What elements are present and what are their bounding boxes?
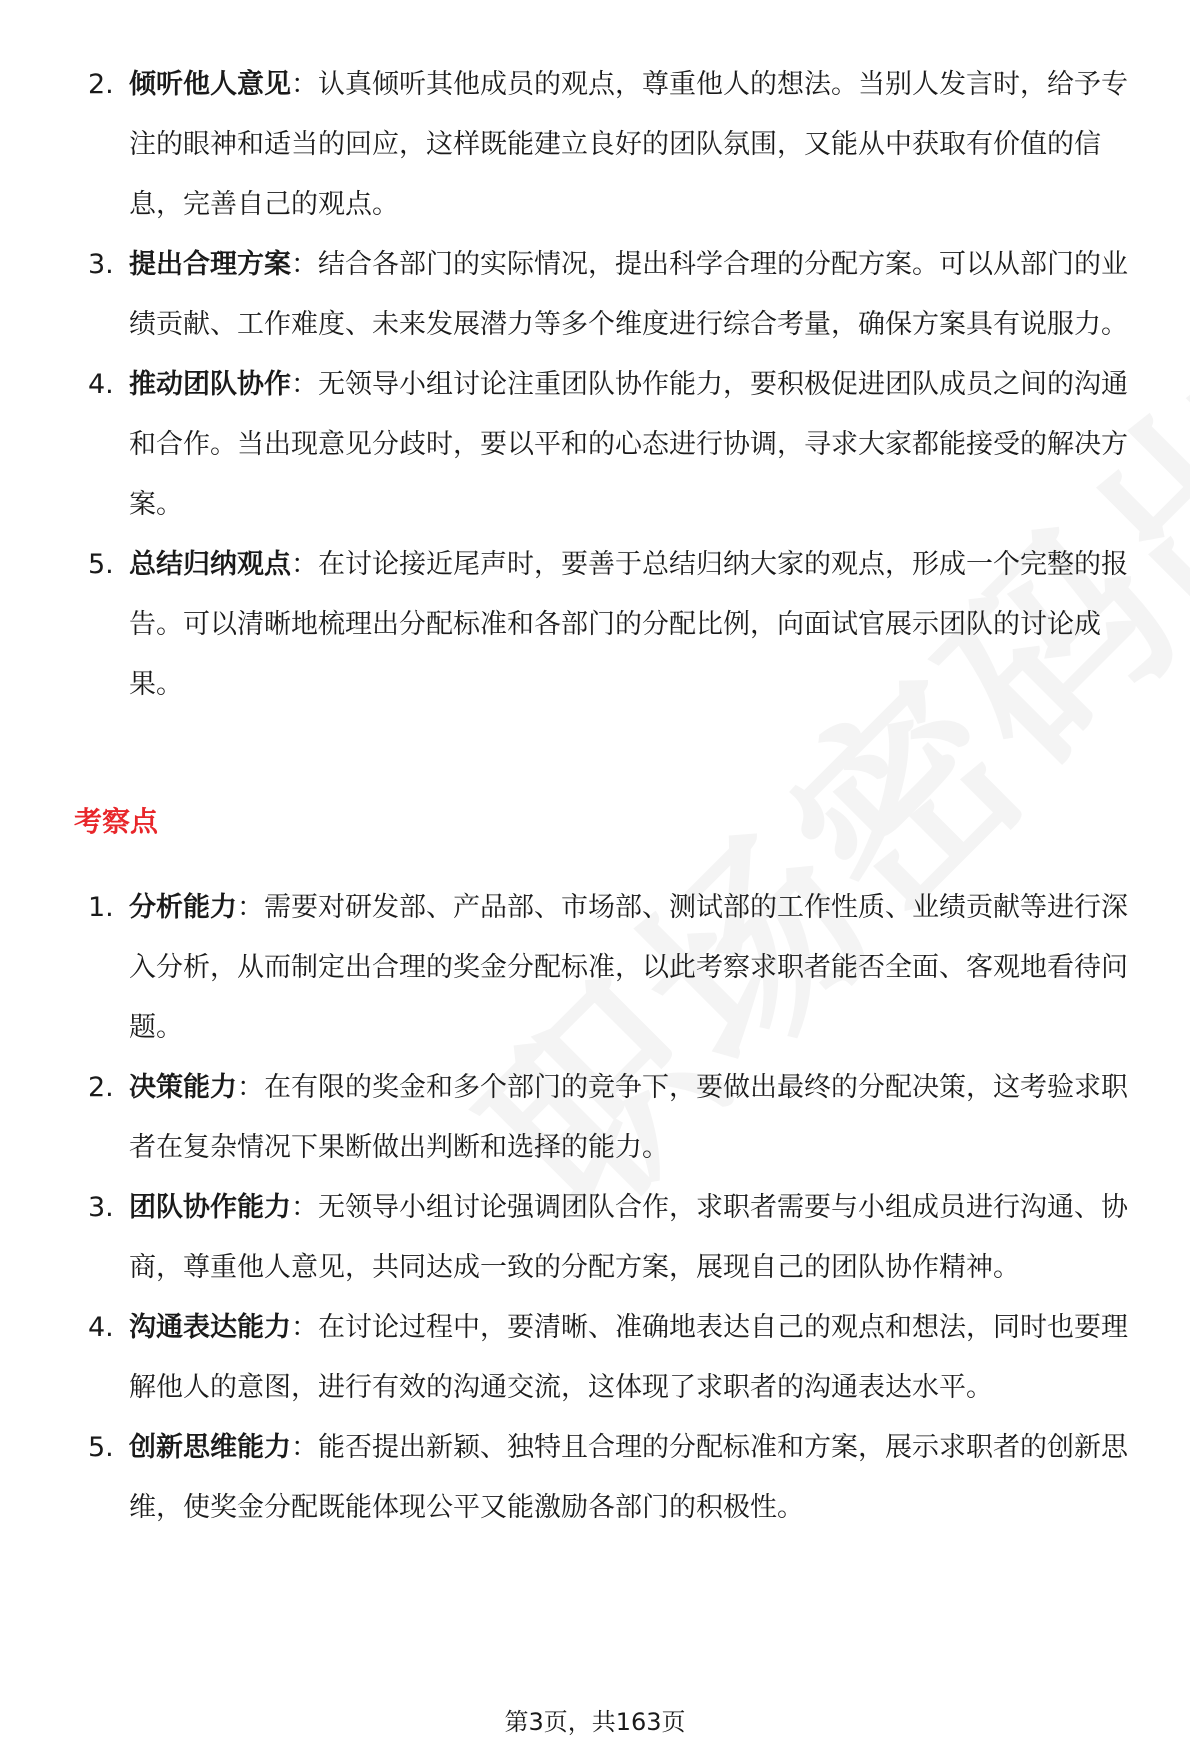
list-item — [0, 235, 1190, 355]
item-text: 结合各部门的实际情况，提出科学合理的分配方案。可以从部门的业绩贡献、工作难度、未来发展潜力等多个维度进行综合考量，确保方案具有说服力。 — [129, 249, 1128, 340]
item-separator: ： — [291, 369, 318, 400]
item-term: 提出合理方案 — [129, 249, 291, 280]
item-number: 5. — [88, 549, 114, 580]
item-separator: ： — [291, 1312, 318, 1343]
item-term: 团队协作能力 — [129, 1192, 291, 1223]
item-term: 倾听他人意见 — [129, 69, 291, 100]
item-text: 在有限的奖金和多个部门的竞争下，要做出最终的分配决策，这考验求职者在复杂情况下果断做出判断和选择的能力。 — [129, 1072, 1128, 1163]
item-text: 在讨论接近尾声时，要善于总结归纳大家的观点，形成一个完整的报告。可以清晰地梳理出分配标准和各部门的分配比例，向面试官展示团队的讨论成果。 — [129, 549, 1128, 700]
list-item — [0, 1418, 1190, 1538]
item-term: 推动团队协作 — [129, 369, 291, 400]
list-item — [0, 535, 1190, 715]
item-number: 4. — [88, 369, 114, 400]
list-item — [0, 55, 1190, 235]
section-heading: 考察点 — [74, 805, 159, 838]
item-separator: ： — [291, 1192, 318, 1223]
item-term: 决策能力 — [129, 1072, 237, 1103]
item-number: 4. — [88, 1312, 114, 1343]
item-term: 总结归纳观点 — [129, 549, 291, 580]
item-text: 能否提出新颖、独特且合理的分配标准和方案，展示求职者的创新思维，使奖金分配既能体现公平又能激励各部门的积极性。 — [129, 1432, 1128, 1523]
item-text: 无领导小组讨论强调团队合作，求职者需要与小组成员进行沟通、协商，尊重他人意见，共同达成一致的分配方案，展现自己的团队协作精神。 — [129, 1192, 1128, 1283]
item-text: 在讨论过程中，要清晰、准确地表达自己的观点和想法，同时也要理解他人的意图，进行有效的沟通交流，这体现了求职者的沟通表达水平。 — [129, 1312, 1128, 1403]
item-separator: ： — [237, 1072, 264, 1103]
item-number: 2. — [88, 69, 114, 100]
item-number: 3. — [88, 1192, 114, 1223]
item-separator: ： — [237, 892, 264, 923]
item-term: 沟通表达能力 — [129, 1312, 291, 1343]
item-term: 创新思维能力 — [129, 1432, 291, 1463]
item-term: 分析能力 — [129, 892, 237, 923]
list-item — [0, 878, 1190, 1058]
list-item — [0, 355, 1190, 535]
item-number: 5. — [88, 1432, 114, 1463]
evaluation-points-list — [0, 878, 1190, 1538]
item-number: 1. — [88, 892, 114, 923]
list-item — [0, 1058, 1190, 1178]
tips-list — [0, 55, 1190, 715]
item-text: 无领导小组讨论注重团队协作能力，要积极促进团队成员之间的沟通和合作。当出现意见分歧时，要以平和的心态进行协调，寻求大家都能接受的解决方案。 — [129, 369, 1128, 520]
item-number: 3. — [88, 249, 114, 280]
item-number: 2. — [88, 1072, 114, 1103]
item-text: 认真倾听其他成员的观点，尊重他人的想法。当别人发言时，给予专注的眼神和适当的回应，这样既能建立良好的团队氛围，又能从中获取有价值的信息，完善自己的观点。 — [129, 69, 1128, 220]
item-separator: ： — [291, 69, 318, 100]
list-item — [0, 1298, 1190, 1418]
item-separator: ： — [291, 1432, 318, 1463]
list-item — [0, 1178, 1190, 1298]
item-separator: ： — [291, 249, 318, 280]
page-footer: 第3页，共163页 — [504, 1708, 686, 1736]
item-text: 需要对研发部、产品部、市场部、测试部的工作性质、业绩贡献等进行深入分析，从而制定出合理的奖金分配标准，以此考察求职者能否全面、客观地看待问题。 — [129, 892, 1128, 1043]
item-separator: ： — [291, 549, 318, 580]
